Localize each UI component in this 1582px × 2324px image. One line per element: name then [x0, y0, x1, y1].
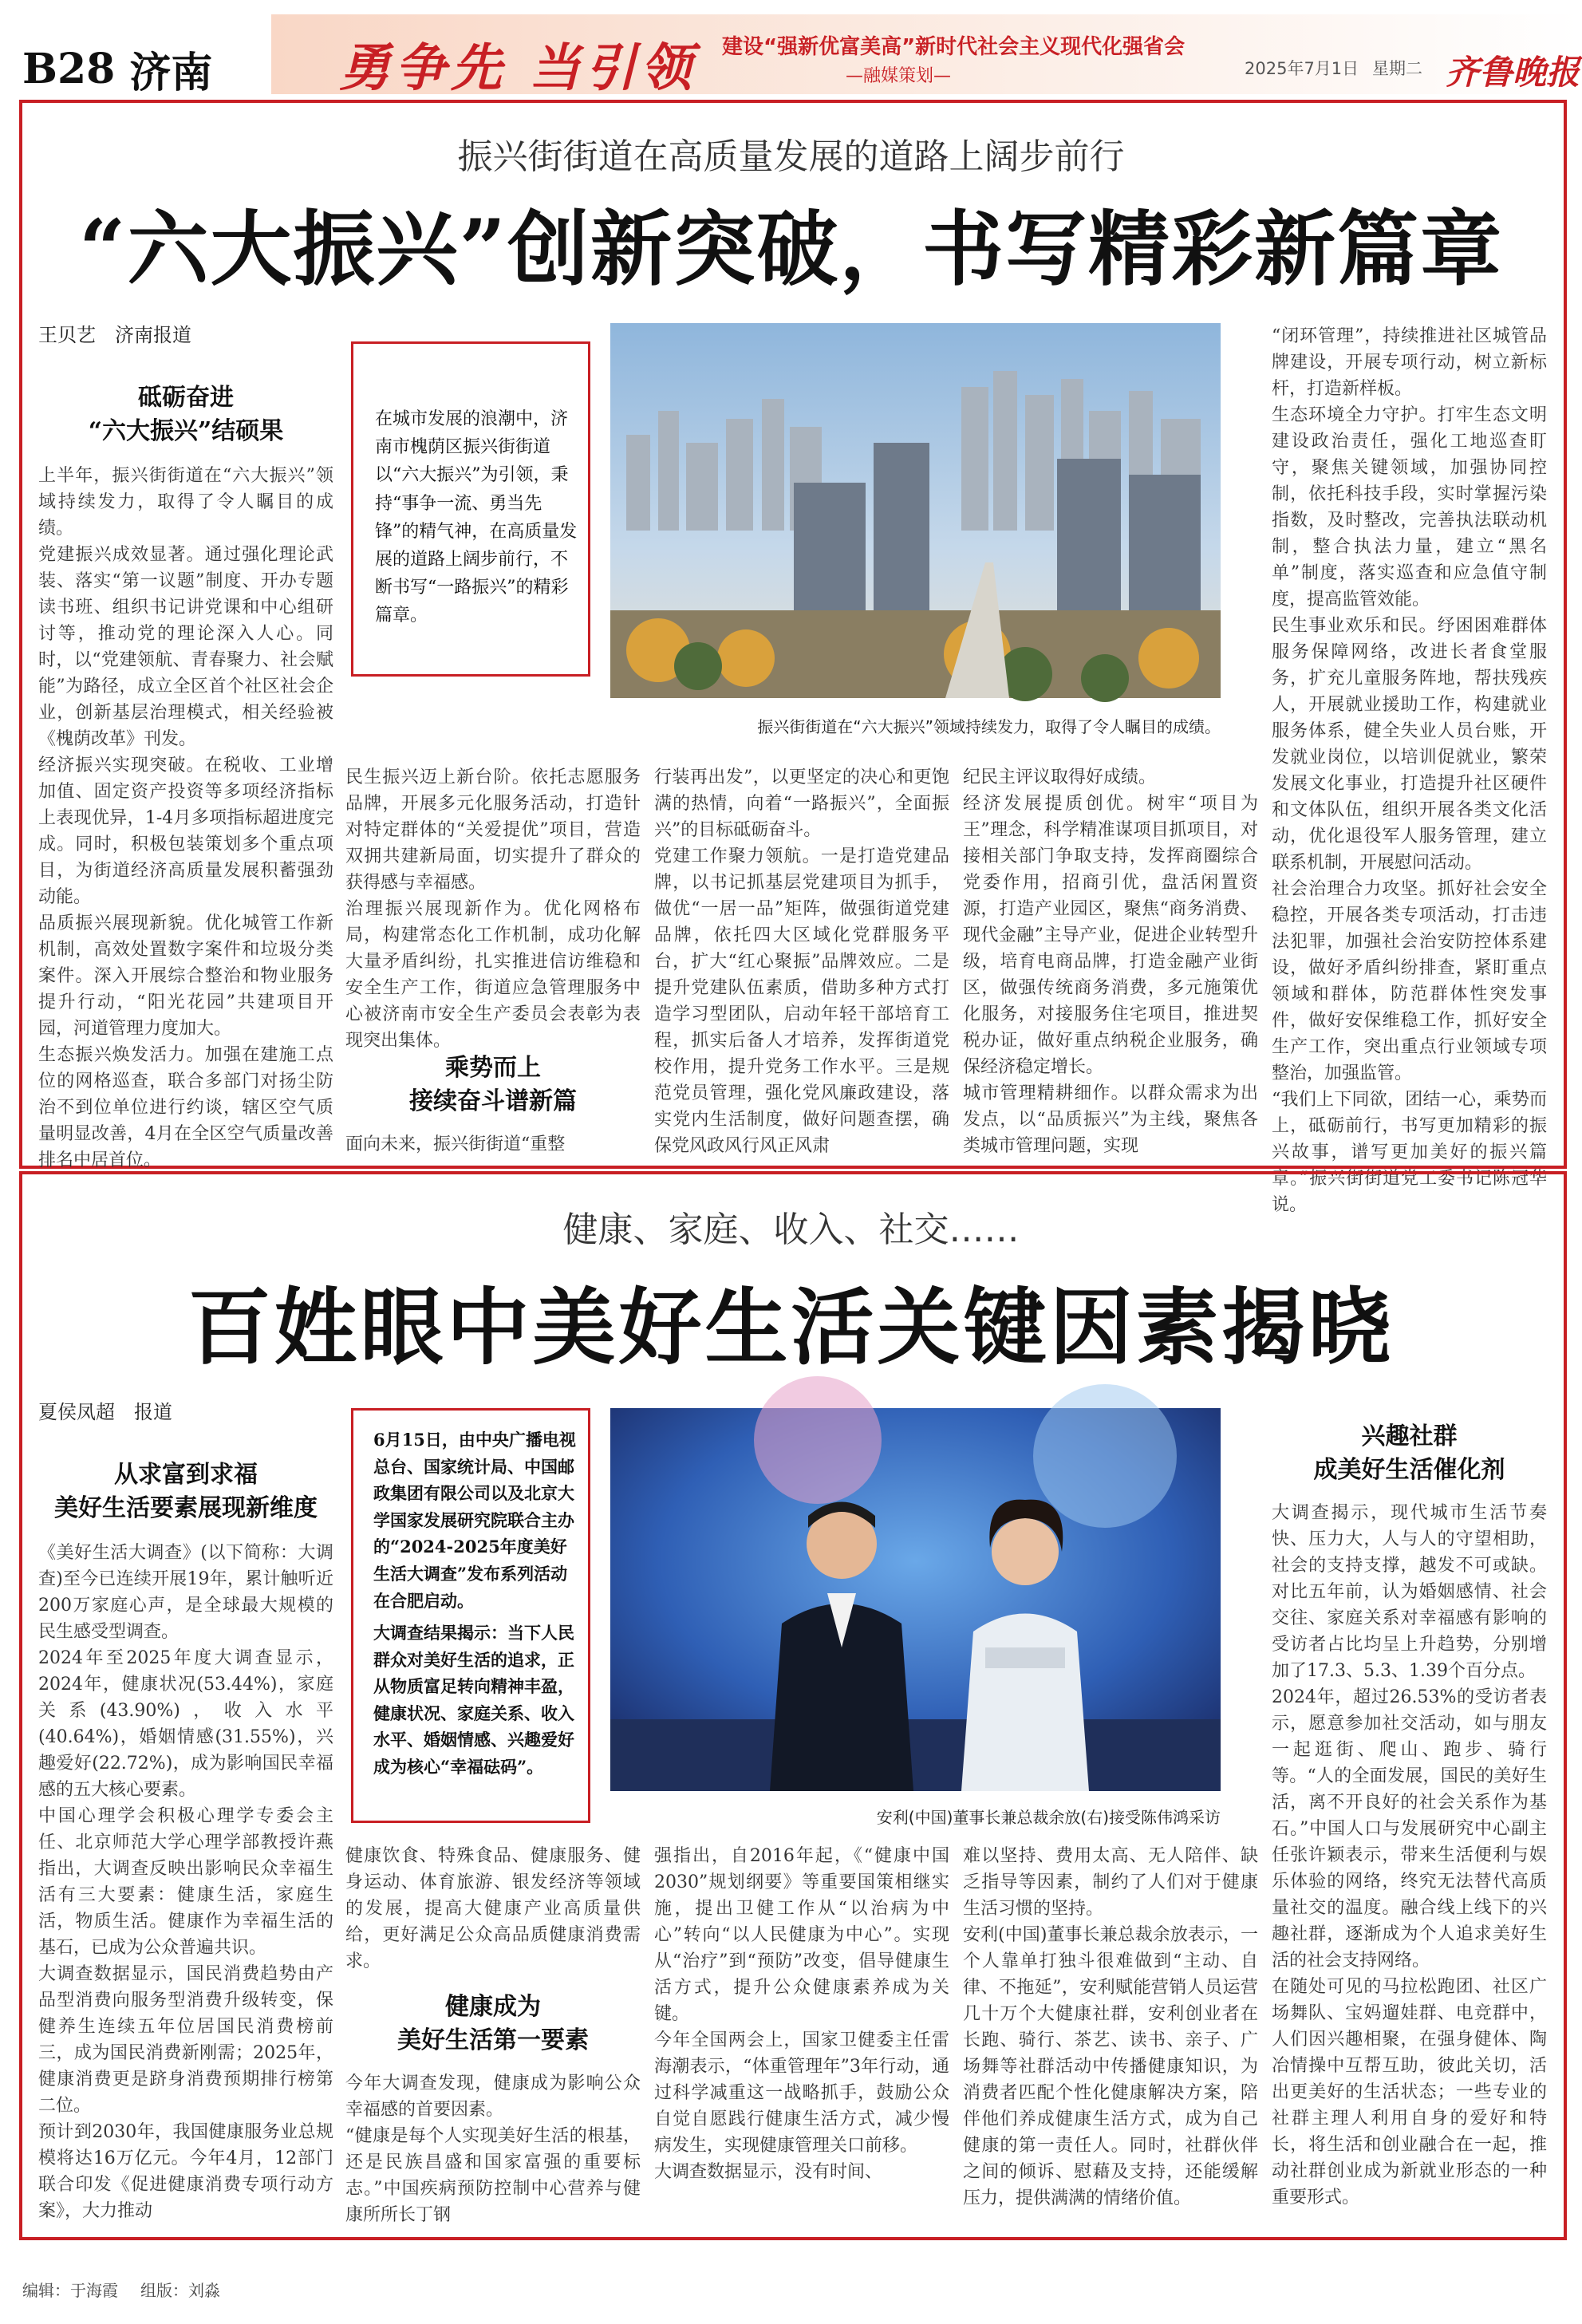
- article-1-subhead-1: 砥砺奋进 “六大振兴”结硕果: [88, 384, 284, 445]
- article-1-kicker: 振兴街街道在高质量发展的道路上阔步前行: [457, 136, 1125, 177]
- article-2-kicker: 健康、家庭、收入、社交……: [562, 1209, 1020, 1250]
- article-1-column-3: 行装再出发”，以更坚定的决心和更饱满的热情，向着“一路振兴”，全面振兴”的目标砥砺奋斗。 党建工作聚力领航。一是打造党建品牌，以书记抓基层党建项目为抓手，做优“一居一品”矩阵，做强街道党建品牌，依托四大区域化党群服务平台，扩大“红心聚振”品牌效应。二是提升党建队伍素质，借助多种方式打造学习型团队，启动年轻干部培育工程，抓实后备人才培养，发挥街道党校作用，提升党务工作水平。三是规范党员管理，强化党风廉政建设，落实党内生活制度，做好问题查摆，确保党风政风行风正风肃: [654, 767, 949, 1156]
- article-2-column-2b: 今年大调查发现，健康成为影响公众幸福感的首要因素。 “健康是每个人实现美好生活的根基，还是民族昌盛和国家富强的重要标志。”中国疾病预防控制中心营养与健康所所长丁钢: [345, 2073, 641, 2225]
- issue-weekday: 星期二: [1372, 59, 1422, 78]
- article-1-column-5: “闭环管理”，持续推进社区城管品牌建设，开展专项行动，树立新标杆，打造新样板。 生态环境全力守护。打牢生态文明建设政治责任，强化工地巡查盯守，聚焦关键领域，加强协同控制，依托科技手段，实时掌握污染指数，及时整改，完善执法联动机制，整合执法力量，建立“黑名单”制度，落实巡查和应急值守制度，提高监管效能。 民生事业欢乐和民。纾困困难群体服务保障网络，改进长者食堂服务，扩充儿童服务阵地，帮扶残疾人，开展就业援助工作，构建就业服务体系，健全失业人员台账，开发就业岗位，以培训促就业，繁荣发展文化事业，打造提升社区硬件和文体队伍，组织开展各类文化活动，优化退役军人服务管理，建立联系机制，开展慰问活动。 社会治理合力攻坚。抓好社会安全稳控，开展各类专项活动，打击违法犯罪，加强社会治安防控体系建设，做好矛盾纠纷排查，紧盯重点领域和群体，防范群体性突发事件，做好安保维稳工作，抓好安全生产工作，突出重点行业领域专项整治，加强监管。 “我们上下同欲，团结一心，乘势而上，砥砺前行，书写更加精彩的振兴故事，谱写更加美好的振兴篇章。”振兴街街道党工委书记陈冠华说。: [1272, 326, 1547, 1215]
- article-2-column-4: 难以坚持、费用太高、无人陪伴、缺乏指导等因素，制约了人们对于健康生活习惯的坚持。 安利(中国)董事长兼总裁余放表示，一个人靠单打独斗很难做到“主动、自律、不拖延”，安利赋能营销人员运营几十万个大健康社群，安利创业者在长跑、骑行、茶艺、读书、亲子、广场舞等社群活动中传播健康知识，为消费者匹配个性化健康解决方案，陪伴他们养成健康生活方式，成为自己健康的第一责任人。同时，社群伙伴之间的倾诉、慰藉及支持，还能缓解压力，提供满满的情绪价值。: [963, 1846, 1258, 2208]
- article-1-headline: “六大振兴”创新突破，书写精彩新篇章: [78, 202, 1504, 298]
- article-1-photo: [610, 323, 1221, 698]
- newspaper-logo: 齐鲁晚报: [1446, 53, 1580, 92]
- campaign-slogan: 勇争先 当引领: [339, 39, 697, 98]
- article-2-photo-caption: 安利(中国)董事长兼总裁余放(右)接受陈伟鸿采访: [876, 1808, 1221, 1827]
- article-1-column-1: 上半年，振兴街街道在“六大振兴”领域持续发力，取得了令人瞩目的成绩。 党建振兴成效显著。通过强化理论武装、落实“第一议题”制度、开办专题读书班、组织书记讲党课和中心组研讨等，推动党的理论深入人心。同时，以“党建领航、青春聚力、社会赋能”为路径，成立全区首个社区社会企业，创新基层治理模式，相关经验被《槐荫改革》刊发。 经济振兴实现突破。在税收、工业增加值、固定资产投资等多项经济指标上表现优异，1-4月多项指标超进度完成。同时，积极包装策划多个重点项目，为街道经济高质量发展积蓄强劲动能。 品质振兴展现新貌。优化城管工作新机制，高效处置数字案件和垃圾分类案件。深入开展综合整治和物业服务提升行动，“阳光花园”共建项目开园，河道管理力度加大。 生态振兴焕发活力。加强在建施工点位的网格巡查，联合多部门对扬尘防治不到位单位进行约谈，辖区空气质量明显改善，4月在全区空气质量改善排名中居首位。: [38, 466, 333, 1170]
- article-1-byline: 王贝艺 济南报道: [38, 324, 191, 346]
- article-2-subhead-3: 兴趣社群 成美好生活催化剂: [1313, 1422, 1505, 1484]
- article-2-lead-2: 大调查结果揭示：当下人民群众对美好生活的追求，正从物质富足转向精神丰盈，健康状况、家庭关系、收入水平、婚姻情感、兴趣爱好成为核心“幸福砝码”。: [373, 1623, 574, 1777]
- article-2-column-1: 《美好生活大调查》(以下简称：大调查)至今已连续开展19年，累计触听近200万家庭心声，是全球最大规模的民生感受型调查。 2024年至2025年度大调查显示，2024年，健康状况(53.44%)，家庭关系(43.90%)，收入水平(40.64%)，婚姻情感(31.55%)，兴趣爱好(22.72%)，成为影响国民幸福感的五大核心要素。 中国心理学会积极心理学专委会主任、北京师范大学心理学部教授许燕指出，大调查反映出影响民众幸福生活有三大要素：健康生活，家庭生活，物质生活。健康作为幸福生活的基石，已成为公众普遍共识。 大调查数据显示，国民消费趋势由产品型消费向服务型消费升级转变，保健养生连续五年位居国民消费榜前三，成为国民消费新刚需；2025年，健康消费更是跻身消费预期排行榜第二位。 预计到2030年，我国健康服务业总规模将达16万亿元。今年4月，12部门联合印发《促进健康消费专项行动方案》，大力推动: [38, 1543, 333, 2221]
- issue-date: 2025年7月1日: [1245, 59, 1359, 78]
- campaign-title: 建设“强新优富美高”新时代社会主义现代化强省会: [722, 35, 1186, 59]
- page-footer: [22, 2278, 220, 2301]
- article-1-photo-caption: 振兴街街道在“六大振兴”领域持续发力，取得了令人瞩目的成绩。: [757, 717, 1221, 736]
- article-2-column-2: 健康饮食、特殊食品、健康服务、健身运动、体育旅游、银发经济等领域的发展，提高大健康产业高质量供给，更好满足公众高品质健康消费需求。: [345, 1846, 641, 1971]
- layout-credit: 组版：刘淼: [140, 2281, 220, 2300]
- article-2-lead-1: 6月15日，由中央广播电视总台、国家统计局、中国邮政集团有限公司以及北京大学国家发展研究院联合主办的“2024-2025年度美好生活大调查”发布系列活动在合肥启动。: [373, 1430, 576, 1611]
- article-2-subhead-1: 从求富到求福 美好生活要素展现新维度: [54, 1461, 318, 1522]
- article-2-photo: [610, 1408, 1221, 1791]
- article-2-subhead-2: 健康成为 美好生活第一要素: [397, 1993, 589, 2054]
- editor-credit: 编辑：于海霞: [22, 2281, 118, 2300]
- article-2-column-3: 强指出，自2016年起，《“健康中国2030”规划纲要》等重要国策相继实施，提出卫健工作从“以治病为中心”转向“以人民健康为中心”。实现从“治疗”到“预防”改变，倡导健康生活方式，提升公众健康素养成为关键。 今年全国两会上，国家卫健委主任雷海潮表示，“体重管理年”3年行动，通过科学减重这一战略抓手，鼓励公众自觉自愿践行健康生活方式，减少慢病发生，实现健康管理关口前移。 大调查数据显示，没有时间、: [654, 1846, 949, 2182]
- article-1-subhead-2: 乘势而上 接续奋斗谱新篇: [409, 1054, 577, 1115]
- section-city: 济南: [129, 48, 213, 97]
- article-1-column-2: 民生振兴迈上新台阶。依托志愿服务品牌，开展多元化服务活动，打造针对特定群体的“关爱提优”项目，营造双拥共建新局面，切实提升了群众的获得感与幸福感。 治理振兴展现新作为。优化网格布局，构建常态化工作机制，成功化解大量矛盾纠纷，扎实推进信访维稳和安全生产工作，街道应急管理服务中心被济南市安全生产委员会表彰为表现突出集体。: [345, 767, 641, 1051]
- page-header: [22, 40, 212, 97]
- article-2-byline: 夏侯凤超 报道: [38, 1401, 172, 1423]
- article-2-headline: 百姓眼中美好生活关键因素揭晓: [187, 1278, 1395, 1376]
- campaign-subtitle: —融媒策划—: [846, 66, 952, 86]
- article-1-column-4: 纪民主评议取得好成绩。 经济发展提质创优。树牢“项目为王”理念，科学精准谋项目抓项目，对接相关部门争取支持，发挥商圈综合党委作用，招商引优，盘活闲置资源，打造产业园区，聚焦“商务消费、现代金融”主导产业，促进企业转型升级，培育电商品牌，打造金融产业街区，做强传统商务消费，多元施策优化服务，对接服务住宅项目，推进契税办证，做好重点纳税企业服务，确保经济稳定增长。 城市管理精耕细作。以群众需求为出发点，以“品质振兴”为主线，聚焦各类城市管理问题，实现: [963, 767, 1258, 1156]
- article-2-column-5: 大调查揭示，现代城市生活节奏快、压力大，人与人的守望相助，社会的支持支撑，越发不可或缺。对比五年前，认为婚姻感情、社会交往、家庭关系对幸福感有影响的受访者占比均呈上升趋势，分别增加了17.3、5.3、1.39个百分点。 2024年，超过26.53%的受访者表示，愿意参加社交活动，如与朋友一起逛街、爬山、跑步、骑行等。“人的全面发展，国民的美好生活，离不开良好的社会关系作为基石。”中国人口与发展研究中心副主任张许颖表示，带来生活便利与娱乐体验的网络，终究无法替代高质量社交的温度。融合线上线下的兴趣社群，逐渐成为个人追求美好生活的社会支持网络。 在随处可见的马拉松跑团、社区广场舞队、宝妈遛娃群、电竞群中，人们因兴趣相聚，在强身健体、陶冶情操中互帮互助，彼此关切，活出更美好的生活状态；一些专业的社群主理人利用自身的爱好和特长，将生活和创业融合在一起，推动社群创业成为新就业形态的一种重要形式。: [1272, 1503, 1547, 2208]
- article-1-column-2b: 面向未来，振兴街街道“重整: [345, 1134, 566, 1154]
- article-1-lead: 在城市发展的浪潮中，济南市槐荫区振兴街街道以“六大振兴”为引领，秉持“事争一流、勇当先锋”的精气神，在高质量发展的道路上阔步前行，不断书写“一路振兴”的精彩篇章。: [375, 409, 578, 626]
- page-number: B28: [22, 44, 116, 93]
